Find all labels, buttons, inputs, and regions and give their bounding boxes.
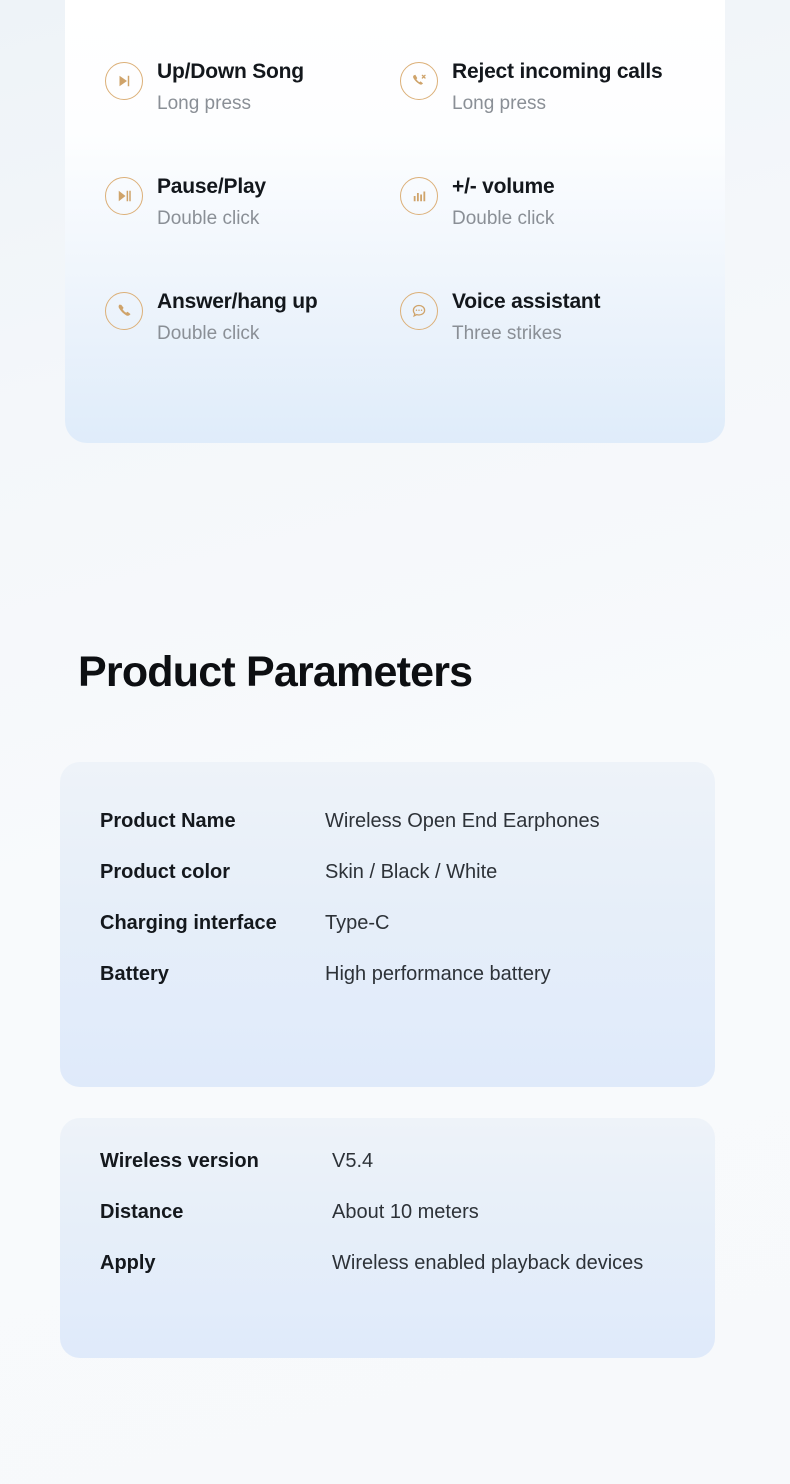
phone-icon (105, 292, 143, 330)
param-value: Type-C (325, 912, 390, 934)
table-row (60, 912, 715, 935)
control-item-up-down-song (105, 60, 390, 115)
controls-card (65, 0, 725, 443)
control-item-pause-play (105, 175, 390, 230)
product-parameters-card-secondary (60, 1118, 715, 1358)
control-item-reject-calls (400, 60, 685, 115)
param-label: Distance (100, 1201, 184, 1223)
param-value: Wireless Open End Earphones (325, 810, 600, 832)
param-value: Wireless enabled playback devices (332, 1252, 644, 1274)
control-title: Pause/Play (157, 175, 266, 199)
table-row (60, 1201, 715, 1224)
table-row (60, 1252, 715, 1275)
param-label: Product color (100, 861, 231, 883)
control-title: +/- volume (452, 175, 555, 199)
param-value: Skin / Black / White (325, 861, 498, 883)
product-parameters-card-primary (60, 762, 715, 1087)
control-gesture: Three strikes (452, 323, 562, 345)
control-gesture: Double click (157, 208, 260, 230)
control-title: Up/Down Song (157, 60, 304, 83)
voice-assistant-icon (400, 292, 438, 330)
pause-play-icon (105, 177, 143, 215)
table-row (60, 1150, 715, 1173)
param-label: Product Name (100, 810, 236, 832)
param-value: High performance battery (325, 963, 551, 985)
control-item-answer-hangup (105, 290, 390, 345)
param-label: Apply (100, 1252, 156, 1274)
call-reject-icon (400, 62, 438, 100)
param-label: Wireless version (100, 1150, 259, 1172)
page-title: Product Parameters (78, 648, 473, 696)
control-title: Reject incoming calls (452, 60, 663, 83)
table-row (60, 963, 715, 986)
control-gesture: Double click (157, 323, 260, 345)
control-title: Answer/hang up (157, 290, 318, 314)
control-gesture: Long press (157, 93, 252, 115)
control-title: Voice assistant (452, 290, 601, 314)
control-gesture: Long press (452, 93, 547, 115)
param-value: V5.4 (332, 1150, 374, 1172)
next-track-icon (105, 62, 143, 100)
control-item-voice-assistant (400, 290, 685, 345)
table-row (60, 861, 715, 884)
control-item-volume (400, 175, 685, 230)
table-row (60, 810, 715, 833)
controls-grid (105, 60, 685, 345)
volume-bars-icon (400, 177, 438, 215)
param-value: About 10 meters (332, 1201, 479, 1223)
param-label: Charging interface (100, 912, 277, 934)
param-label: Battery (100, 963, 169, 985)
control-gesture: Double click (452, 208, 555, 230)
